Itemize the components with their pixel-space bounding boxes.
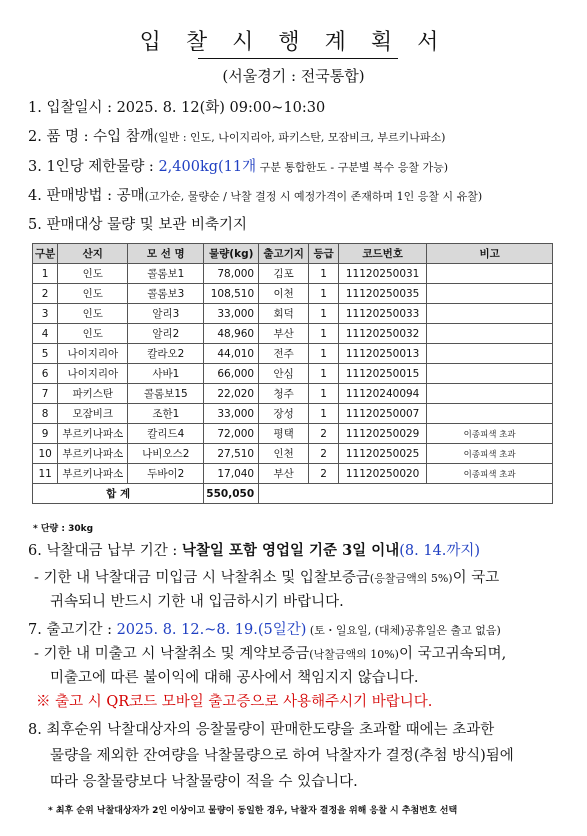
- code-number-cell: 11120250033: [339, 304, 427, 324]
- row-number-cell: 5: [33, 344, 58, 364]
- origin-cell: 부르키나파소: [58, 464, 128, 484]
- row-number-cell: 2: [33, 284, 58, 304]
- release-depot-cell: 부산: [259, 464, 309, 484]
- vessel-name-cell: 칼리드4: [128, 424, 204, 444]
- release-depot-cell: 안심: [259, 364, 309, 384]
- remarks-cell: [427, 364, 553, 384]
- title-underline: [198, 58, 398, 59]
- vessel-name-cell: 알리3: [128, 304, 204, 324]
- section-release-period: 7. 출고기간 : 2025. 8. 12.~8. 19.(5일간) (토・일요일, (대체)공휴일은 출고 없음): [28, 622, 501, 638]
- remarks-cell: 이종피색 초과: [427, 424, 553, 444]
- column-header: 산지: [58, 244, 128, 264]
- row-number-cell: 11: [33, 464, 58, 484]
- origin-cell: 나이지리아: [58, 364, 128, 384]
- grade-cell: 1: [309, 284, 339, 304]
- release-depot-cell: 회덕: [259, 304, 309, 324]
- row-number-cell: 8: [33, 404, 58, 424]
- column-header: 등급: [309, 244, 339, 264]
- code-number-cell: 11120250029: [339, 424, 427, 444]
- grade-cell: 1: [309, 364, 339, 384]
- origin-cell: 파키스탄: [58, 384, 128, 404]
- release-note: (토・일요일, (대체)공휴일은 출고 없음): [306, 624, 501, 637]
- table-header-row: [33, 244, 553, 264]
- release-detail-cont: 미출고에 따른 불이익에 대해 공사에서 책임지지 않습니다.: [50, 670, 419, 686]
- column-header: 모 선 명: [128, 244, 204, 264]
- code-number-cell: 11120250032: [339, 324, 427, 344]
- vessel-name-cell: 칼라오2: [128, 344, 204, 364]
- section-limit-quantity: 3. 1인당 제한물량 : 2,400kg(11개 구분 통합한도 - 구분별 복수 응찰 가능): [28, 159, 449, 175]
- remarks-cell: [427, 384, 553, 404]
- code-number-cell: 11120250035: [339, 284, 427, 304]
- grade-cell: 1: [309, 324, 339, 344]
- row-number-cell: 3: [33, 304, 58, 324]
- quantity-cell: 78,000: [204, 264, 259, 284]
- lottery-note: * 최후 순위 낙찰대상자가 2인 이상이고 물량이 동일한 경우, 낙찰자 결정을 위해 응찰 시 추첨번호 선택: [48, 806, 458, 816]
- remarks-cell: [427, 324, 553, 344]
- remarks-cell: [427, 264, 553, 284]
- grade-cell: 1: [309, 404, 339, 424]
- vessel-name-cell: 알리2: [128, 324, 204, 344]
- code-number-cell: 11120250025: [339, 444, 427, 464]
- row-number-cell: 7: [33, 384, 58, 404]
- limit-amount: 2,400kg(11개: [158, 159, 257, 175]
- grade-cell: 2: [309, 464, 339, 484]
- vessel-name-cell: 사바1: [128, 364, 204, 384]
- table-row: [33, 284, 553, 304]
- column-header: 출고기지: [259, 244, 309, 264]
- code-number-cell: 11120250020: [339, 464, 427, 484]
- code-number-cell: 11120250031: [339, 264, 427, 284]
- remarks-cell: [427, 404, 553, 424]
- code-number-cell: 11120240094: [339, 384, 427, 404]
- quantity-cell: 17,040: [204, 464, 259, 484]
- table-row: [33, 364, 553, 384]
- grade-cell: 2: [309, 444, 339, 464]
- quantity-cell: 108,510: [204, 284, 259, 304]
- release-depot-cell: 인천: [259, 444, 309, 464]
- payment-date: (8. 14.까지): [399, 543, 481, 559]
- origin-cell: 부르키나파소: [58, 424, 128, 444]
- section-payment-period: 6. 낙찰대금 납부 기간 : 낙찰일 포함 영업일 기준 3일 이내(8. 14.까지): [28, 542, 481, 559]
- row-number-cell: 4: [33, 324, 58, 344]
- payment-detail: - 기한 내 낙찰대금 미입금 시 낙찰취소 및 입찰보증금(응찰금액의 5%)이 국고: [34, 570, 500, 586]
- release-detail: - 기한 내 미출고 시 낙찰취소 및 계약보증금(낙찰금액의 10%)이 국고귀속되며,: [34, 646, 507, 662]
- sale-method-note: (고가순, 물량순 / 낙찰 결정 시 예정가격이 존재하며 1인 응찰 시 유찰): [144, 190, 483, 203]
- quantity-cell: 66,000: [204, 364, 259, 384]
- vessel-name-cell: 나비오스2: [128, 444, 204, 464]
- grade-cell: 1: [309, 344, 339, 364]
- sale-items-table: [32, 243, 553, 504]
- table-total-row: [33, 484, 553, 504]
- quantity-cell: 72,000: [204, 424, 259, 444]
- quantity-cell: 48,960: [204, 324, 259, 344]
- table-row: [33, 444, 553, 464]
- release-depot-cell: 이천: [259, 284, 309, 304]
- row-number-cell: 10: [33, 444, 58, 464]
- origin-cell: 모잠비크: [58, 404, 128, 424]
- document-subtitle: (서울경기 : 전국통합): [222, 67, 365, 85]
- release-depot-cell: 김포: [259, 264, 309, 284]
- code-number-cell: 11120250013: [339, 344, 427, 364]
- remarks-cell: 이종피색 초과: [427, 444, 553, 464]
- quantity-cell: 27,510: [204, 444, 259, 464]
- remarks-cell: [427, 284, 553, 304]
- final-bidder-line3: 따라 응찰물량보다 낙찰물량이 적을 수 있습니다.: [50, 774, 358, 790]
- origin-cell: 부르키나파소: [58, 444, 128, 464]
- grade-cell: 1: [309, 304, 339, 324]
- remarks-cell: [427, 304, 553, 324]
- release-dates: 2025. 8. 12.~8. 19.(5일간): [116, 622, 307, 638]
- column-header: 비고: [427, 244, 553, 264]
- release-depot-cell: 부산: [259, 324, 309, 344]
- final-bidder-line2: 물량을 제외한 잔여량을 낙찰물량으로 하여 낙찰자가 결정(추첨 방식)됨에: [50, 748, 514, 764]
- origin-cell: 인도: [58, 324, 128, 344]
- section-sale-method: 4. 판매방법 : 공매(고가순, 물량순 / 낙찰 결정 시 예정가격이 존재하며 1인 응찰 시 유찰): [28, 188, 483, 204]
- grade-cell: 1: [309, 264, 339, 284]
- total-label: 합 계: [33, 484, 204, 504]
- vessel-name-cell: 콜롬보1: [128, 264, 204, 284]
- payment-deadline: 낙찰일 포함 영업일 기준 3일 이내: [181, 542, 400, 559]
- section-final-bidder: 8. 최후순위 낙찰대상자의 응찰물량이 판매한도량을 초과할 때에는 초과한: [28, 722, 495, 738]
- table-row: [33, 464, 553, 484]
- origin-cell: 인도: [58, 304, 128, 324]
- release-depot-cell: 평택: [259, 424, 309, 444]
- column-header: 코드번호: [339, 244, 427, 264]
- vessel-name-cell: 콜롬보15: [128, 384, 204, 404]
- column-header: 물량(kg): [204, 244, 259, 264]
- table-row: [33, 324, 553, 344]
- release-depot-cell: 전주: [259, 344, 309, 364]
- table-row: [33, 404, 553, 424]
- grade-cell: 1: [309, 384, 339, 404]
- remarks-cell: 이종피색 초과: [427, 464, 553, 484]
- table-row: [33, 344, 553, 364]
- quantity-cell: 22,020: [204, 384, 259, 404]
- origin-cell: 인도: [58, 284, 128, 304]
- quantity-cell: 33,000: [204, 304, 259, 324]
- column-header: 구분: [33, 244, 58, 264]
- vessel-name-cell: 두바이2: [128, 464, 204, 484]
- item-origin-note: (일반 : 인도, 나이지리아, 파키스탄, 모잠비크, 부르키나파소): [153, 131, 446, 144]
- origin-cell: 나이지리아: [58, 344, 128, 364]
- table-row: [33, 424, 553, 444]
- vessel-name-cell: 콜롬보3: [128, 284, 204, 304]
- limit-note: 구분 통합한도 - 구분별 복수 응찰 가능): [256, 161, 449, 174]
- release-depot-cell: 청주: [259, 384, 309, 404]
- section-sale-target: 5. 판매대상 물량 및 보관 비축기지: [28, 217, 247, 233]
- table-row: [33, 304, 553, 324]
- code-number-cell: 11120250007: [339, 404, 427, 424]
- quantity-cell: 33,000: [204, 404, 259, 424]
- vessel-name-cell: 조한1: [128, 404, 204, 424]
- payment-detail-cont: 귀속되니 반드시 기한 내 입금하시기 바랍니다.: [50, 594, 344, 610]
- row-number-cell: 9: [33, 424, 58, 444]
- table-body: [33, 264, 553, 484]
- grade-cell: 2: [309, 424, 339, 444]
- section-item-name: 2. 품 명 : 수입 참깨(일반 : 인도, 나이지리아, 파키스탄, 모잠비크, 부르키나파소): [28, 129, 446, 145]
- remarks-cell: [427, 344, 553, 364]
- total-value: 550,050: [204, 484, 259, 504]
- code-number-cell: 11120250015: [339, 364, 427, 384]
- quantity-cell: 44,010: [204, 344, 259, 364]
- table-row: [33, 384, 553, 404]
- table-row: [33, 264, 553, 284]
- row-number-cell: 6: [33, 364, 58, 384]
- origin-cell: 인도: [58, 264, 128, 284]
- unit-note: * 단량 : 30kg: [33, 524, 94, 534]
- total-empty-cell: [259, 484, 553, 504]
- document-title: 입 찰 시 행 계 획 서: [139, 30, 448, 55]
- release-depot-cell: 장성: [259, 404, 309, 424]
- row-number-cell: 1: [33, 264, 58, 284]
- qr-code-alert: ※ 출고 시 QR코드 모바일 출고증으로 사용해주시기 바랍니다.: [36, 694, 433, 710]
- section-bid-datetime: 1. 입찰일시 : 2025. 8. 12(화) 09:00~10:30: [28, 100, 326, 116]
